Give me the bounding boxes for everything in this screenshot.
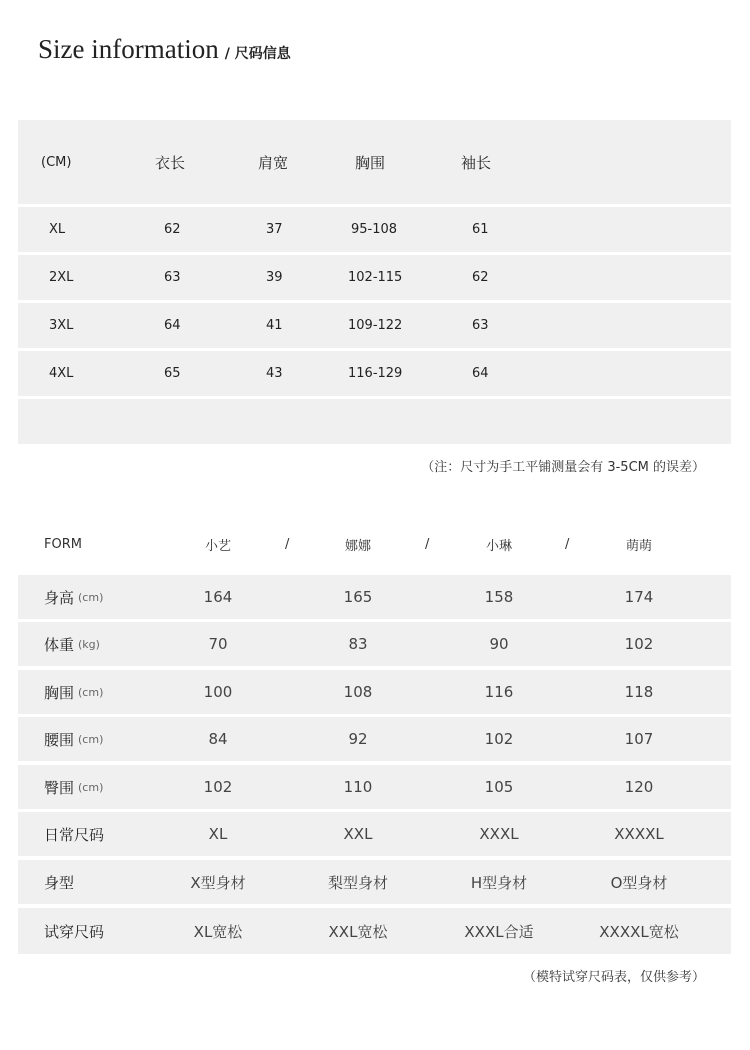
shoulder-cell: 43 [266, 366, 283, 381]
value-cell: 116 [484, 683, 514, 701]
size-note: （注：尺寸为手工平铺测量会有 3-5CM 的误差） [421, 460, 705, 475]
table-row [18, 622, 731, 666]
value-cell: 90 [489, 635, 509, 653]
table-row [18, 860, 731, 904]
value-cell: 83 [348, 635, 368, 653]
value-cell: 118 [624, 683, 654, 701]
header-unit: (CM) [41, 154, 72, 170]
table-row [18, 575, 731, 619]
row-label [44, 860, 74, 904]
value-cell: 102 [484, 730, 514, 748]
row-label [44, 670, 103, 714]
value-cell: X型身材 [190, 873, 246, 892]
value-cell: XXL宽松 [328, 922, 388, 941]
row-unit: (kg) [78, 637, 100, 651]
length-cell: 64 [164, 318, 181, 333]
row-label-text: 日常尺码 [44, 825, 105, 844]
header-separator: / [285, 536, 290, 552]
sleeve-cell: 63 [472, 318, 489, 333]
table-row [18, 717, 731, 761]
value-cell: 92 [348, 730, 368, 748]
row-label-text: 体重 [44, 635, 75, 654]
value-cell: XL宽松 [193, 922, 243, 941]
row-unit: (cm) [78, 590, 104, 604]
value-cell: 165 [343, 588, 373, 606]
row-label-text: 试穿尺码 [44, 922, 105, 941]
size-cell: XL [49, 222, 66, 237]
value-cell: 164 [203, 588, 233, 606]
value-cell: XXXL [479, 825, 519, 843]
row-unit: (cm) [78, 685, 104, 699]
length-cell: 63 [164, 270, 181, 285]
row-label-text: 胸围 [44, 683, 75, 702]
row-label [44, 575, 103, 619]
table-row [18, 908, 731, 954]
value-cell: 100 [203, 683, 233, 701]
sleeve-cell: 62 [472, 270, 489, 285]
title-chinese: / 尺码信息 [224, 46, 291, 62]
value-cell: 108 [343, 683, 373, 701]
value-cell: 107 [624, 730, 654, 748]
value-cell: 102 [203, 778, 233, 796]
table-row [18, 765, 731, 809]
table-row [18, 303, 731, 348]
size-cell: 3XL [49, 318, 74, 333]
table-row-empty [18, 399, 731, 444]
row-label [44, 717, 103, 761]
table-row [18, 351, 731, 396]
header-sleeve: 袖长 [461, 153, 492, 172]
header-shoulder: 肩宽 [258, 153, 289, 172]
model-note: （模特试穿尺码表，仅供参考） [522, 970, 705, 985]
row-label-text: 身高 [44, 588, 75, 607]
length-cell: 65 [164, 366, 181, 381]
model-name: 小艺 [204, 538, 231, 554]
value-cell: 102 [624, 635, 654, 653]
row-unit: (cm) [78, 732, 104, 746]
title-english: Size information [38, 34, 219, 64]
model-name: 萌萌 [625, 538, 652, 554]
model-name: 小琳 [485, 538, 512, 554]
header-length: 衣长 [155, 153, 186, 172]
shoulder-cell: 41 [266, 318, 283, 333]
shoulder-cell: 37 [266, 222, 283, 237]
header-chest: 胸围 [355, 153, 386, 172]
value-cell: 110 [343, 778, 373, 796]
chest-cell: 116-129 [348, 366, 403, 381]
value-cell: XXXL合适 [464, 922, 534, 941]
size-cell: 2XL [49, 270, 74, 285]
sleeve-cell: 64 [472, 366, 489, 381]
value-cell: H型身材 [470, 873, 528, 892]
row-label [44, 908, 104, 954]
size-table-header [18, 120, 731, 204]
value-cell: 120 [624, 778, 654, 796]
value-cell: XXXXL宽松 [599, 922, 679, 941]
value-cell: 84 [208, 730, 228, 748]
value-cell: XXXXL [614, 825, 664, 843]
row-label-text: 臀围 [44, 778, 75, 797]
sleeve-cell: 61 [472, 222, 489, 237]
size-cell: 4XL [49, 366, 74, 381]
value-cell: 70 [208, 635, 228, 653]
shoulder-cell: 39 [266, 270, 283, 285]
value-cell: 158 [484, 588, 514, 606]
row-label-text: 身型 [44, 873, 75, 892]
model-table [18, 520, 731, 955]
value-cell: XL [208, 825, 228, 843]
value-cell: O型身材 [610, 873, 668, 892]
row-label [44, 812, 104, 856]
table-row [18, 812, 731, 856]
value-cell: 梨型身材 [327, 873, 388, 892]
page-title [38, 34, 291, 65]
row-unit: (cm) [78, 780, 104, 794]
chest-cell: 102-115 [348, 270, 403, 285]
value-cell: XXL [343, 825, 373, 843]
row-label-text: 腰围 [44, 730, 75, 749]
table-row [18, 255, 731, 300]
chest-cell: 109-122 [348, 318, 403, 333]
header-separator: / [425, 536, 430, 552]
value-cell: 105 [484, 778, 514, 796]
table-row [18, 207, 731, 252]
row-label [44, 765, 103, 809]
form-label: FORM [44, 536, 82, 552]
row-label [44, 622, 100, 666]
model-name: 娜娜 [344, 538, 371, 554]
length-cell: 62 [164, 222, 181, 237]
chest-cell: 95-108 [351, 222, 398, 237]
model-table-header [18, 520, 731, 568]
size-table [18, 120, 731, 444]
value-cell: 174 [624, 588, 654, 606]
header-separator: / [565, 536, 570, 552]
table-row [18, 670, 731, 714]
